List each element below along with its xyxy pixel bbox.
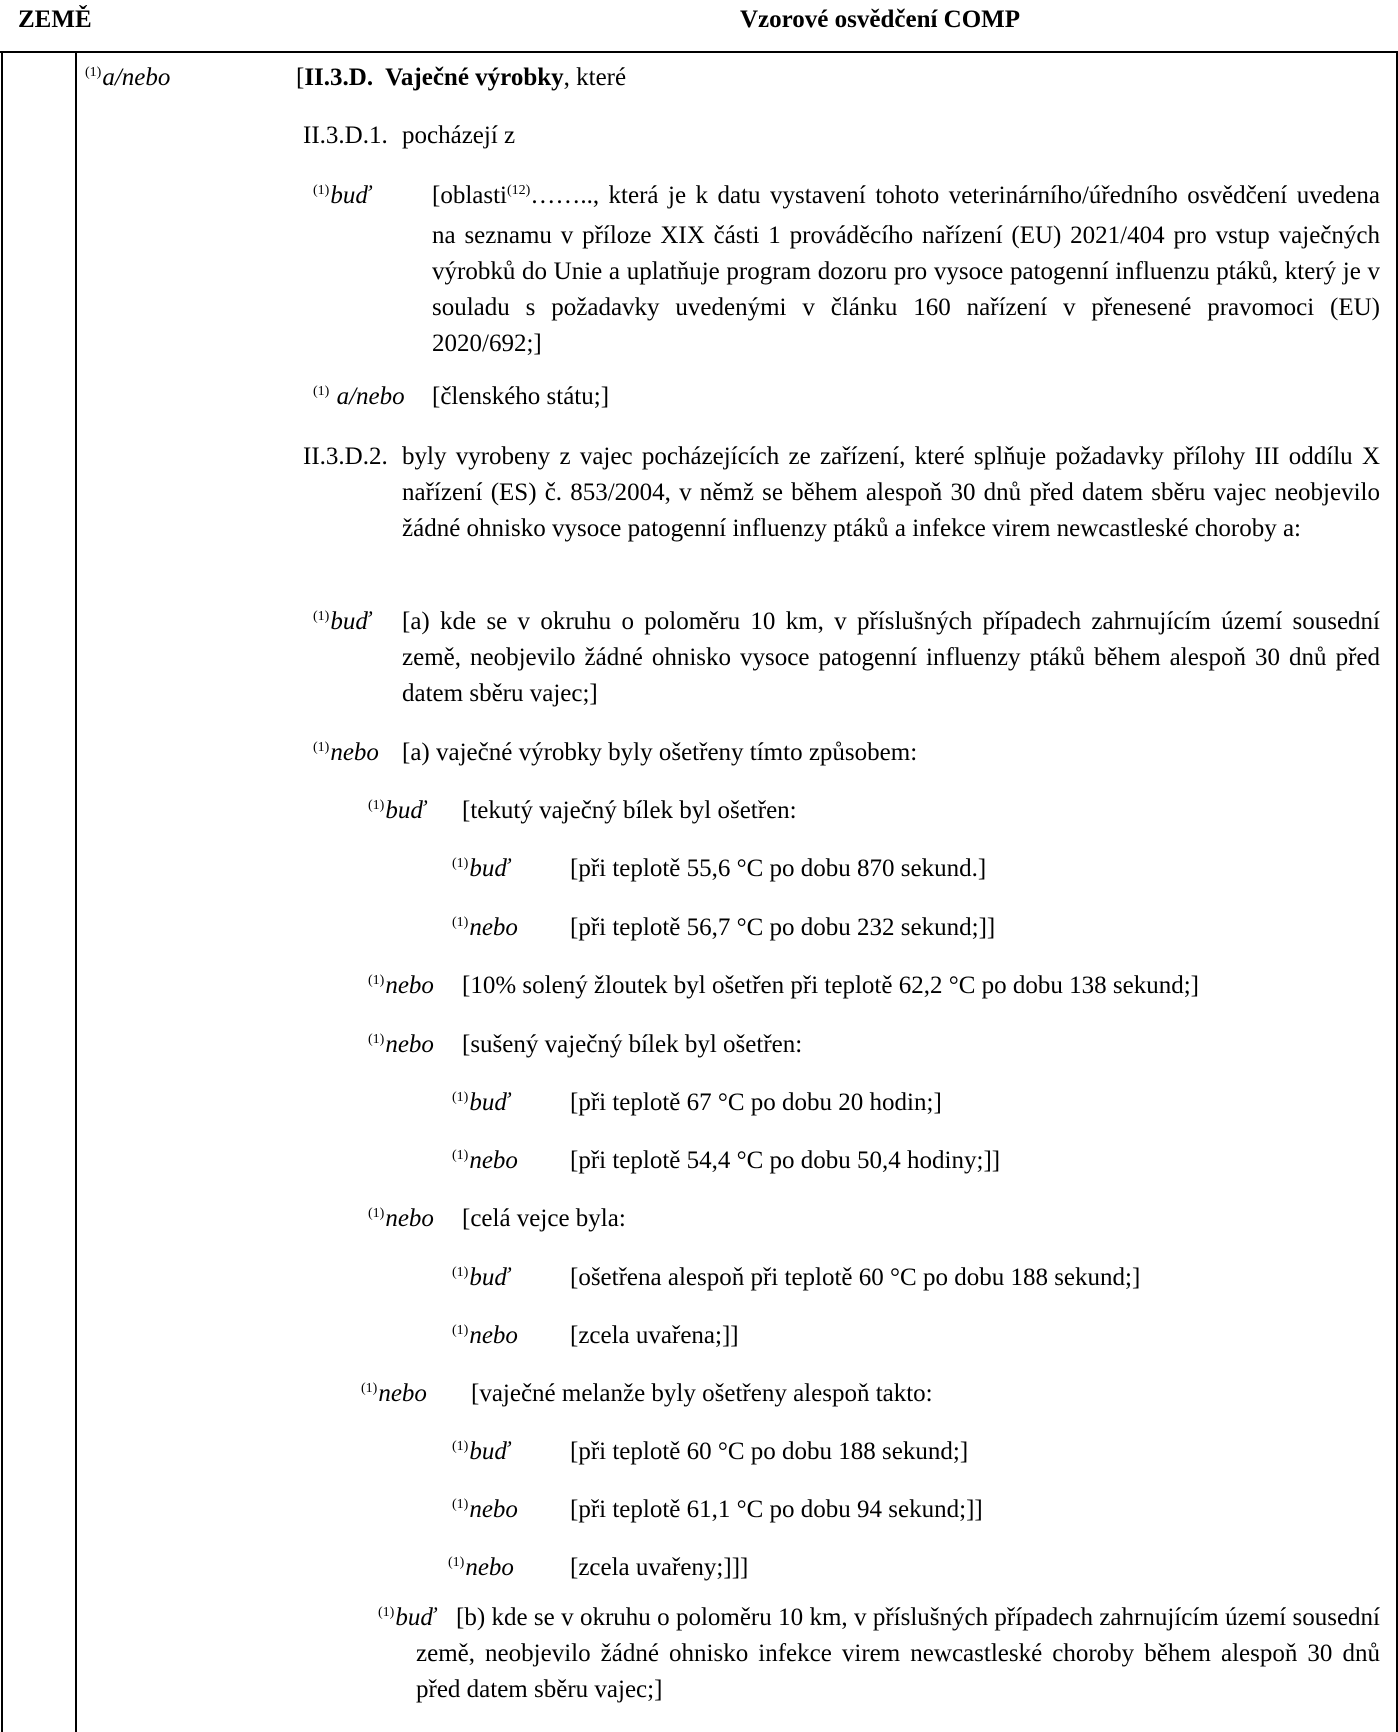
sub-text-3-2: [při teplotě 54,4 °C po dobu 50,4 hodiny;]] — [570, 1147, 1001, 1174]
sub-label-5-3: $^{(1)}$nebo — [448, 1554, 514, 1581]
sub-label-1-2: $^{(1)}$nebo — [452, 914, 518, 941]
sub-text-4-1: [ošetřena alespoň při teplotě 60 °C po dobu 188 sekund;] — [570, 1264, 1141, 1291]
treatment-text-5: [vaječné melanže byly ošetřeny alespoň takto: — [471, 1380, 933, 1407]
treatment-text-2: [10% solený žloutek byl ošetřen při teplotě 62,2 °C po dobu 138 sekund;] — [462, 972, 1199, 999]
treatment-text-1: [tekutý vaječný bílek byl ošetřen: — [462, 797, 797, 824]
treatment-text-4: [celá vejce byla: — [462, 1205, 626, 1232]
item-number-d1: II.3.D.1. — [303, 122, 388, 149]
option-label-b1: $^{(1)}$buď — [378, 1604, 436, 1631]
sub-text-5-1: [při teplotě 60 °C po dobu 188 sekund;] — [570, 1438, 969, 1465]
table-column-divider — [75, 51, 77, 1732]
item-number-d2: II.3.D.2. — [303, 443, 388, 470]
treatment-label-3: $^{(1)}$nebo — [368, 1031, 434, 1058]
option-text-d1-1: [oblasti$^{(12)}$…….., která je k datu vystavení tohoto veterinárního/úředního osvědčení uvedena na seznamu v příloze XIX části 1 prováděcího nařízení (EU) 2021/404 pro vstup vaječných výrobků do Unie a uplatňuje program dozoru pro vysoce patogenní influenzu ptáků, který je v souladu s požadavky uvedenými v článku 160 nařízení v přenesené pravomoci (EU) 2020/692;] — [432, 182, 1380, 357]
treatment-label-2: $^{(1)}$nebo — [368, 972, 434, 999]
sub-label-4-1: $^{(1)}$buď — [452, 1264, 510, 1291]
treatment-label-1: $^{(1)}$buď — [368, 797, 426, 824]
option-label-d1-1: $^{(1)}$buď — [313, 182, 371, 209]
sub-label-5-2: $^{(1)}$nebo — [452, 1496, 518, 1523]
option-label-d1-2: $^{(1)}$ a/nebo — [313, 383, 405, 410]
option-text-a2: [a) vaječné výrobky byly ošetřeny tímto způsobem: — [402, 739, 918, 766]
treatment-label-5: $^{(1)}$nebo — [361, 1380, 427, 1407]
option-text-d1-2: [členského státu;] — [432, 383, 610, 410]
sub-label-3-1: $^{(1)}$buď — [452, 1089, 510, 1116]
sub-text-1-1: [při teplotě 55,6 °C po dobu 870 sekund.] — [570, 855, 987, 882]
sub-label-4-2: $^{(1)}$nebo — [452, 1322, 518, 1349]
sub-label-3-2: $^{(1)}$nebo — [452, 1147, 518, 1174]
treatment-label-4: $^{(1)}$nebo — [368, 1205, 434, 1232]
option-label-a1: $^{(1)}$buď — [313, 608, 371, 635]
option-text-a1: [a) kde se v okruhu o poloměru 10 km, v příslušných případech zahrnujícím území sousední země, neobjevilo žádné ohnisko vysoce patogenní influenzy ptáků během alespoň 30 dnů před datem sběru vajec;] — [402, 608, 1380, 707]
option-text-b1: [b) kde se v okruhu o poloměru 10 km, v příslušných případech zahrnujícím území sousední země, neobjevilo žádné ohnisko infekce virem newcastleské choroby během alespoň 30 dnů před datem sběru vajec;] — [416, 1604, 1380, 1703]
header-certificate-title: Vzorové osvědčení COMP — [740, 6, 1021, 33]
treatment-text-3: [sušený vaječný bílek byl ošetřen: — [462, 1031, 803, 1058]
sub-text-4-2: [zcela uvařena;]] — [570, 1322, 739, 1349]
sub-text-5-3: [zcela uvařeny;]]] — [570, 1554, 749, 1581]
item-text-d1: pocházejí z — [402, 122, 516, 149]
option-label-top: $^{(1)}$a/nebo — [85, 64, 171, 91]
item-text-d2: byly vyrobeny z vajec pocházejících ze zařízení, které splňuje požadavky přílohy III oddílu X nařízení (ES) č. 853/2004, v němž se během alespoň 30 dnů před datem sběru vajec neobjevilo žádné ohnisko vysoce patogenní influenzy ptáků a infekce virem newcastleské choroby a: — [402, 443, 1380, 542]
sub-label-5-1: $^{(1)}$buď — [452, 1438, 510, 1465]
table-left-border — [1, 51, 3, 1732]
section-heading: [II.3.D. Vaječné výrobky, které — [296, 64, 627, 91]
header-country: ZEMĚ — [18, 6, 92, 33]
sub-text-5-2: [při teplotě 61,1 °C po dobu 94 sekund;]] — [570, 1496, 983, 1523]
sub-text-3-1: [při teplotě 67 °C po dobu 20 hodin;] — [570, 1089, 942, 1116]
sub-text-1-2: [při teplotě 56,7 °C po dobu 232 sekund;]] — [570, 914, 996, 941]
table-top-border — [0, 51, 1398, 53]
sub-label-1-1: $^{(1)}$buď — [452, 855, 510, 882]
option-label-a2: $^{(1)}$nebo — [313, 739, 379, 766]
